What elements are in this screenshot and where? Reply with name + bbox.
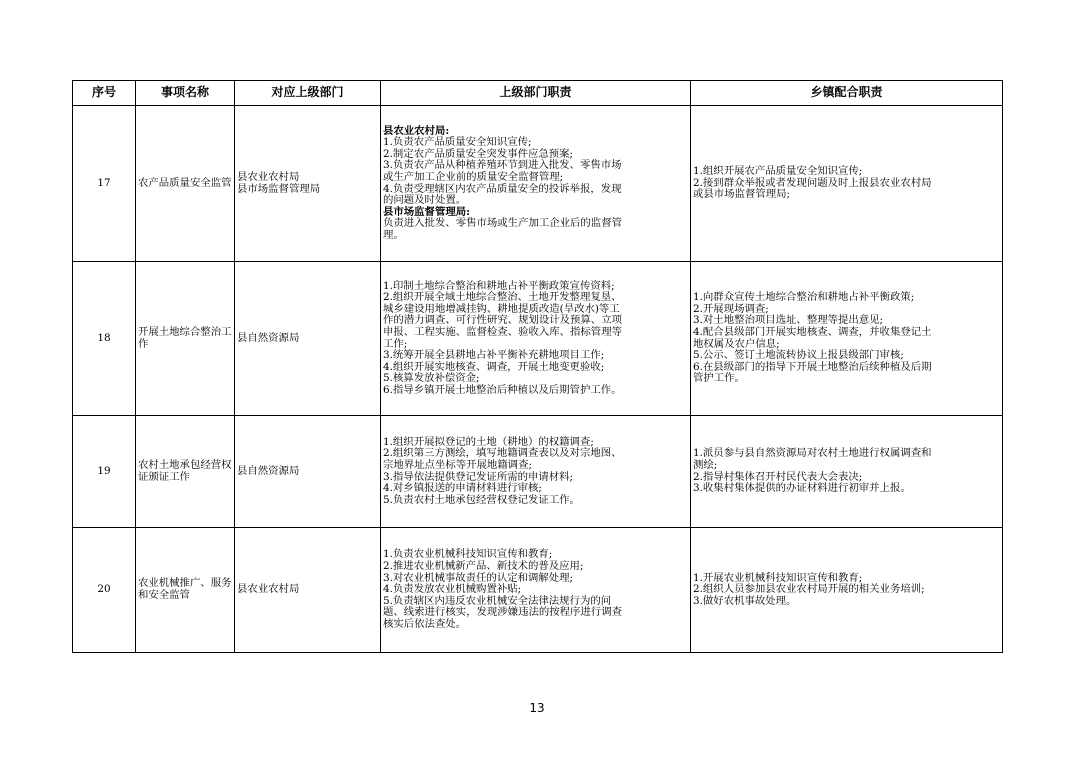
item-name: 开展土地综合整治工作 [136, 262, 235, 416]
upper-departments [235, 262, 381, 416]
table-row [73, 106, 1003, 262]
duty-line: 3.对农业机械事故责任的认定和调解处理; [383, 571, 574, 584]
duty-line: 2.开展现场调查; [693, 302, 769, 315]
town-duties [691, 106, 1003, 262]
duty-table [72, 80, 1003, 653]
upper-departments [235, 528, 381, 653]
duty-line: 3.指导依法提供登记发证所需的申请材料; [383, 470, 574, 483]
duty-line: 1.向群众宣传土地综合整治和耕地占补平衡政策; [693, 291, 915, 304]
duty-line: 1.印制土地综合整治和耕地占补平衡政策宣传资料; [383, 279, 615, 292]
duty-line: 或县市场监督管理局; [693, 188, 791, 201]
duty-line: 5.负责农村土地承包经营权登记发证工作。 [383, 493, 580, 506]
duty-line: 或生产加工企业前的质量安全监督管理; [383, 170, 564, 183]
duty-line: 核实后依法查处。 [383, 617, 467, 630]
duty-line: 4.配合县级部门开展实地核查、调查，并收集登记土 [693, 325, 932, 338]
upper-duties [381, 528, 691, 653]
duty-line: 2.组织第三方测绘，填写地籍调查表以及对宗地图、 [383, 447, 622, 460]
duty-line: 4.对乡镇报送的申请材料进行审核; [383, 482, 542, 495]
upper-duties [381, 416, 691, 528]
duty-line: 工作; [383, 337, 408, 350]
duty-line: 3.负责农产品从种植养殖环节到进入批发、零售市场 [383, 159, 622, 172]
duty-line: 2.制定农产品质量安全突发事件应急预案; [383, 147, 574, 160]
duty-line: 3.对土地整治项目选址、整理等提出意见; [693, 314, 884, 327]
item-name: 农产品质量安全监管 [136, 106, 235, 262]
duty-line: 1.组织开展拟登记的土地（耕地）的权籍调查; [383, 435, 594, 448]
town-duties [691, 528, 1003, 653]
department-name: 县市场监督管理局 [237, 182, 321, 195]
department-name: 县农业农村局 [237, 170, 300, 183]
table-row [73, 528, 1003, 653]
duty-line: 3.收集村集体提供的办证材料进行初审并上报。 [693, 482, 911, 495]
duty-line: 的问题及时处置。 [383, 194, 467, 207]
department-subheading: 县市场监督管理局: [383, 205, 470, 218]
upper-departments [235, 106, 381, 262]
duty-line: 1.开展农业机械科技知识宣传和教育; [693, 571, 863, 584]
duty-line: 作的潜力调查、可行性研究、规划设计及预算、立项 [383, 314, 622, 327]
duty-line: 6.指导乡镇开展土地整治后种植以及后期管护工作。 [383, 383, 622, 396]
duty-line: 2.组织开展全域土地综合整治、土地开发整理复垦、 [383, 291, 622, 304]
duty-line: 3.统筹开展全县耕地占补平衡补充耕地项目工作; [383, 349, 605, 362]
upper-duties [381, 106, 691, 262]
department-name: 县自然资源局 [237, 464, 300, 477]
header-no: 序号 [73, 81, 136, 106]
town-duties [691, 262, 1003, 416]
header-town-duties: 乡镇配合职责 [691, 81, 1003, 106]
town-duties [691, 416, 1003, 528]
duty-line: 管护工作。 [693, 372, 745, 385]
row-number: 19 [73, 416, 136, 528]
duty-line: 5.负责辖区内违反农业机械安全法律法规行为的问 [383, 594, 612, 607]
header-row [73, 81, 1003, 106]
duty-line: 1.派员参与县自然资源局对农村土地进行权属调查和 [693, 447, 932, 460]
item-name: 农业机械推广、服务和安全监管 [136, 528, 235, 653]
row-number: 17 [73, 106, 136, 262]
duty-line: 4.负责发放农业机械购置补贴; [383, 583, 522, 596]
duty-line: 2.指导村集体召开村民代表大会表决; [693, 470, 863, 483]
department-name: 县自然资源局 [237, 331, 300, 344]
upper-departments [235, 416, 381, 528]
duty-line: 负责进入批发、零售市场或生产加工企业后的监督管 [383, 217, 622, 230]
duty-line: 申报、工程实施、监督检查、验收入库、指标管理等 [383, 325, 622, 338]
duty-line: 地权属及农户信息; [693, 337, 780, 350]
duty-line: 理。 [383, 228, 404, 241]
duty-line: 5.核算发放补偿资金; [383, 372, 480, 385]
duty-line: 2.接到群众举报或者发现问题及时上报县农业农村局 [693, 176, 932, 189]
duty-line: 1.组织开展农产品质量安全知识宣传; [693, 165, 863, 178]
duty-line: 5.公示、签订土地流转协议上报县级部门审核; [693, 349, 904, 362]
department-name: 县农业农村局 [237, 583, 300, 596]
duty-line: 4.负责受理辖区内农产品质量安全的投诉举报，发现 [383, 182, 622, 195]
header-item-name: 事项名称 [136, 81, 235, 106]
duty-line: 宗地界址点坐标等开展地籍调查; [383, 458, 532, 471]
department-subheading: 县农业农村局: [383, 124, 450, 137]
row-number: 20 [73, 528, 136, 653]
duty-line: 测绘; [693, 458, 718, 471]
table-row [73, 262, 1003, 416]
duty-line: 4.组织开展实地核查、调查，开展土地变更验收; [383, 360, 605, 373]
duty-line: 2.组织人员参加县农业农村局开展的相关业务培训; [693, 583, 925, 596]
duty-line: 6.在县级部门的指导下开展土地整治后续种植及后期 [693, 360, 932, 373]
duty-line: 1.负责农产品质量安全知识宣传; [383, 136, 532, 149]
header-upper-department: 对应上级部门 [235, 81, 381, 106]
duty-line: 3.做好农机事故处理。 [693, 594, 797, 607]
header-upper-duties: 上级部门职责 [381, 81, 691, 106]
duty-line: 2.推进农业机械新产品、新技术的普及应用; [383, 560, 584, 573]
row-number: 18 [73, 262, 136, 416]
duty-line: 题、线索进行核实，发现涉嫌违法的按程序进行调查 [383, 606, 622, 619]
duty-line: 1.负责农业机械科技知识宣传和教育; [383, 548, 553, 561]
upper-duties [381, 262, 691, 416]
page-number: 13 [529, 701, 545, 715]
duty-line: 城乡建设用地增减挂钩、耕地提质改造(旱改水)等工 [383, 302, 620, 315]
table-body [73, 106, 1003, 653]
table-row [73, 416, 1003, 528]
item-name: 农村土地承包经营权证颁证工作 [136, 416, 235, 528]
